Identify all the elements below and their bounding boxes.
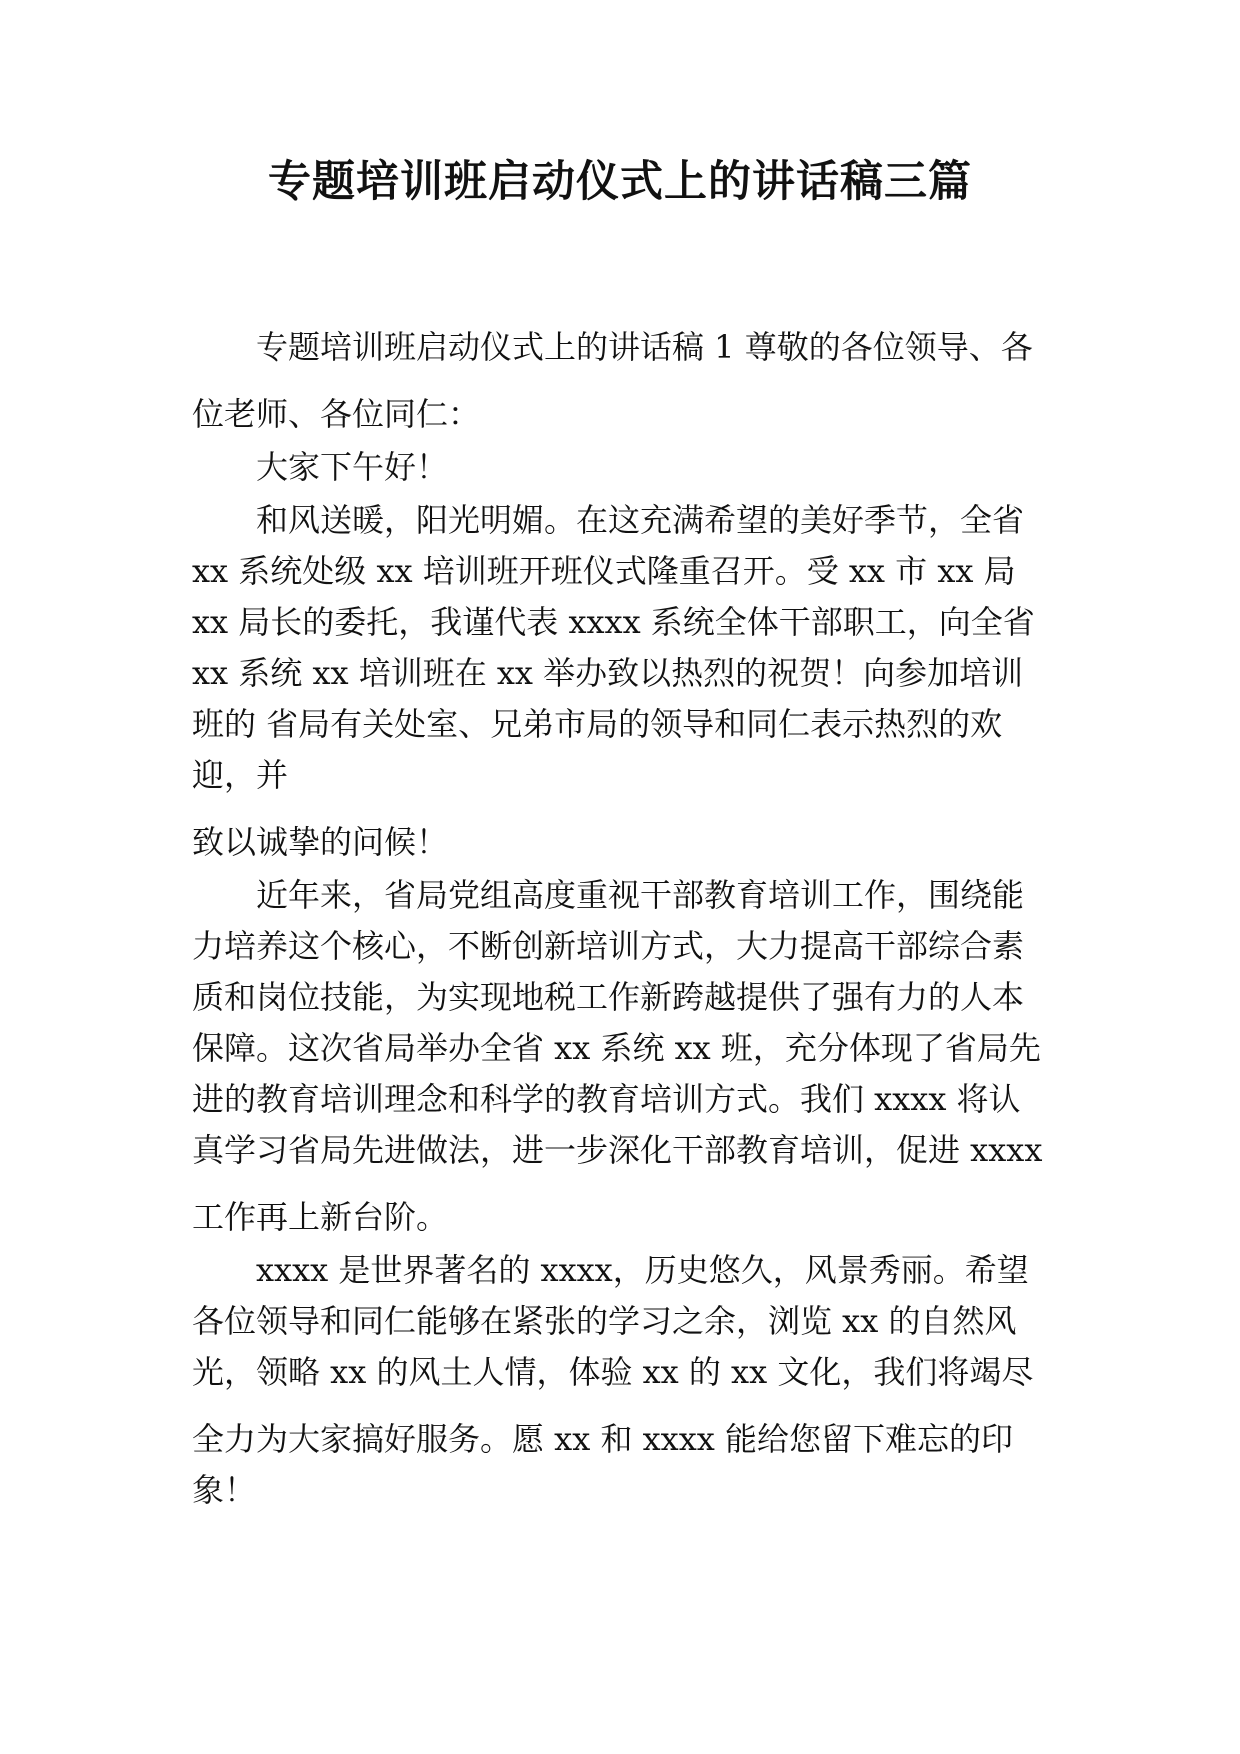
paragraph-scenery: xxxx 是世界著名的 xxxx，历史悠久，风景秀丽。希望 各位领导和同仁能够在紧张的学习之余，浏览 xx 的自然风 光，领略 xx 的风土人情，体验 xx 的 xx 文化，我们将竭尽: [192, 1251, 1039, 1391]
paragraph-greeting: 大家下午好！: [256, 448, 449, 486]
document-body: [192, 322, 1052, 1516]
paragraph-closing: 全力为大家搞好服务。愿 xx 和 xxxx 能给您留下难忘的印象！: [192, 1420, 1013, 1509]
paragraph-welcome: 和风送暖，阳光明媚。在这充满希望的美好季节，全省 xx 系统处级 xx 培训班开班仪式隆重召开。受 xx 市 xx 局 xx 局长的委托，我谨代表 xxxx 系统全体干部职工，向全省 xx 系统 xx 培训班在 xx 举办致以热烈的祝贺！向参加培训班的 省局有关处室、兄弟市局的领导和同仁表示热烈的欢迎，并: [192, 501, 1045, 794]
paragraph-training: 近年来，省局党组高度重视干部教育培训工作，围绕能力培养这个核心，不断创新培训方式，大力提高干部综合素质和岗位技能，为实现地税工作新跨越提供了强有力的人本保障。这次省局举办全省 xx 系统 xx 班，充分体现了省局先 进的教育培训理念和科学的教育培训方式。我们 xxxx 将认 真学习省局先进做法，进一步深化干部教育培训，促进 xxxx: [192, 876, 1052, 1169]
paragraph-opening: 专题培训班启动仪式上的讲话稿 1 尊敬的各位领导、各: [256, 328, 1033, 366]
paragraph-salutation: 位老师、各位同仁：: [192, 395, 481, 433]
document-title: 专题培训班启动仪式上的讲话稿三篇: [268, 157, 972, 207]
paragraph-welcome-end: 致以诚挚的问候！: [192, 823, 449, 861]
paragraph-training-end: 工作再上新台阶。: [192, 1198, 449, 1236]
